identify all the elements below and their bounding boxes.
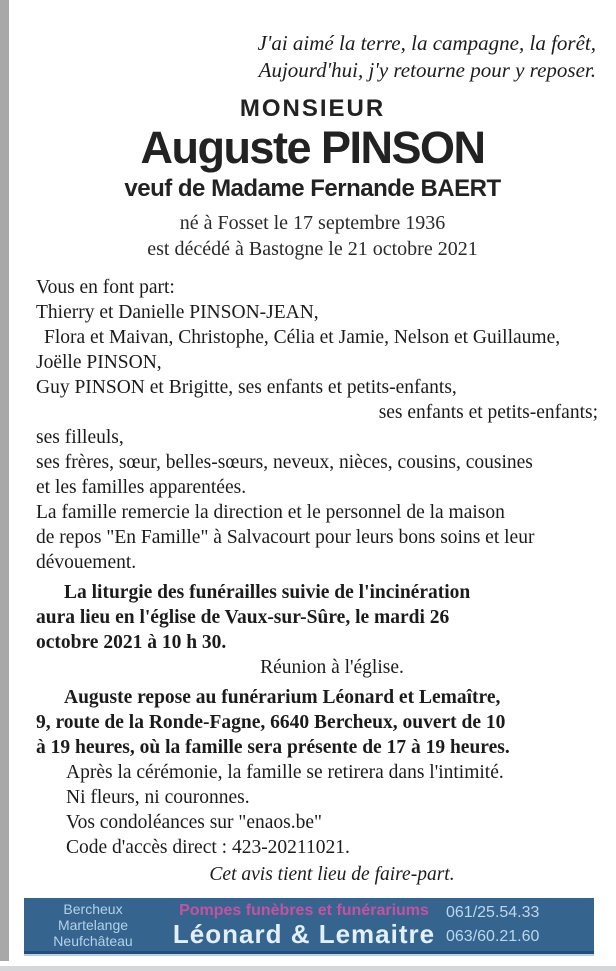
family-line: Guy PINSON et Brigitte, ses enfants et petits-enfants, xyxy=(36,377,457,398)
ceremony-line: octobre 2021 à 10 h 30. xyxy=(36,632,227,653)
practical-line: Code d'accès direct : 423-20211021. xyxy=(66,837,350,858)
family-line: Thierry et Danielle PINSON-JEAN, xyxy=(36,302,319,323)
reunion-line: Réunion à l'église. xyxy=(260,657,404,678)
closing-line: Cet avis tient lieu de faire-part. xyxy=(209,864,455,885)
banner-locations xyxy=(24,901,162,949)
deceased-name: Auguste PINSON xyxy=(140,122,485,173)
notice-body xyxy=(36,275,598,887)
phone-number: 061/25.54.33 xyxy=(446,903,540,921)
location-item: Martelange xyxy=(57,916,129,933)
banner-company-name: Léonard & Lemaitre xyxy=(172,918,436,949)
family-line: et les familles apparentées. xyxy=(36,477,247,498)
ceremony-line: aura lieu en l'église de Vaux-sur-Sûre, le mardi 26 xyxy=(36,607,450,628)
birth-line: né à Fosset le 17 septembre 1936 xyxy=(179,212,446,234)
banner-brand xyxy=(162,902,446,948)
relation-line: veuf de Madame Fernande BAERT xyxy=(124,175,501,202)
death-notice xyxy=(9,0,616,887)
funeral-home-banner xyxy=(24,898,594,954)
location-item: Neufchâteau xyxy=(53,932,133,949)
ceremony-line: La liturgie des funérailles suivie de l'incinération xyxy=(64,582,471,603)
repose-line: à 19 heures, où la famille sera présente de 17 à 19 heures. xyxy=(36,737,510,758)
practical-line: Ni fleurs, ni couronnes. xyxy=(66,787,250,808)
repose-line: Auguste repose au funérarium Léonard et Lemaître, xyxy=(64,687,501,708)
thanks-line: La famille remercie la direction et le personnel de la maison xyxy=(36,502,505,523)
honorific-title: MONSIEUR xyxy=(239,95,386,122)
banner-phones xyxy=(446,901,594,949)
phone-number: 063/60.21.60 xyxy=(446,927,540,945)
location-item: Bercheux xyxy=(63,900,123,917)
family-line: ses filleuls, xyxy=(36,427,124,448)
repose-line: 9, route de la Ronde-Fagne, 6640 Bercheux, ouvert de 10 xyxy=(36,712,506,733)
practical-line: Vos condoléances sur "enaos.be" xyxy=(66,812,322,833)
family-line: Joëlle PINSON, xyxy=(36,352,162,373)
thanks-line: dévouement. xyxy=(36,552,137,573)
banner-tagline: Pompes funèbres et funérariums xyxy=(179,901,429,919)
family-line: ses frères, sœur, belles-sœurs, neveux, nièces, cousins, cousines xyxy=(36,452,533,473)
page-edge-bottom xyxy=(0,966,616,971)
practical-line: Après la cérémonie, la famille se retirera dans l'intimité. xyxy=(66,762,504,783)
page-edge-left xyxy=(0,0,9,961)
death-line: est décédé à Bastogne le 21 octobre 2021 xyxy=(147,238,478,260)
thanks-line: de repos "En Famille" à Salvacourt pour leurs bons soins et leur xyxy=(36,527,535,548)
announcement-intro: Vous en font part: xyxy=(36,277,175,298)
epitaph xyxy=(9,30,616,84)
family-line: Flora et Maivan, Christophe, Célia et Jamie, Nelson et Guillaume, xyxy=(44,327,561,348)
epitaph-line: Aujourd'hui, j'y retourne pour y reposer. xyxy=(258,58,596,82)
vitals xyxy=(9,210,616,262)
epitaph-line: J'ai aimé la terre, la campagne, la forêt, xyxy=(257,31,596,55)
family-line: ses enfants et petits-enfants; xyxy=(378,402,598,423)
